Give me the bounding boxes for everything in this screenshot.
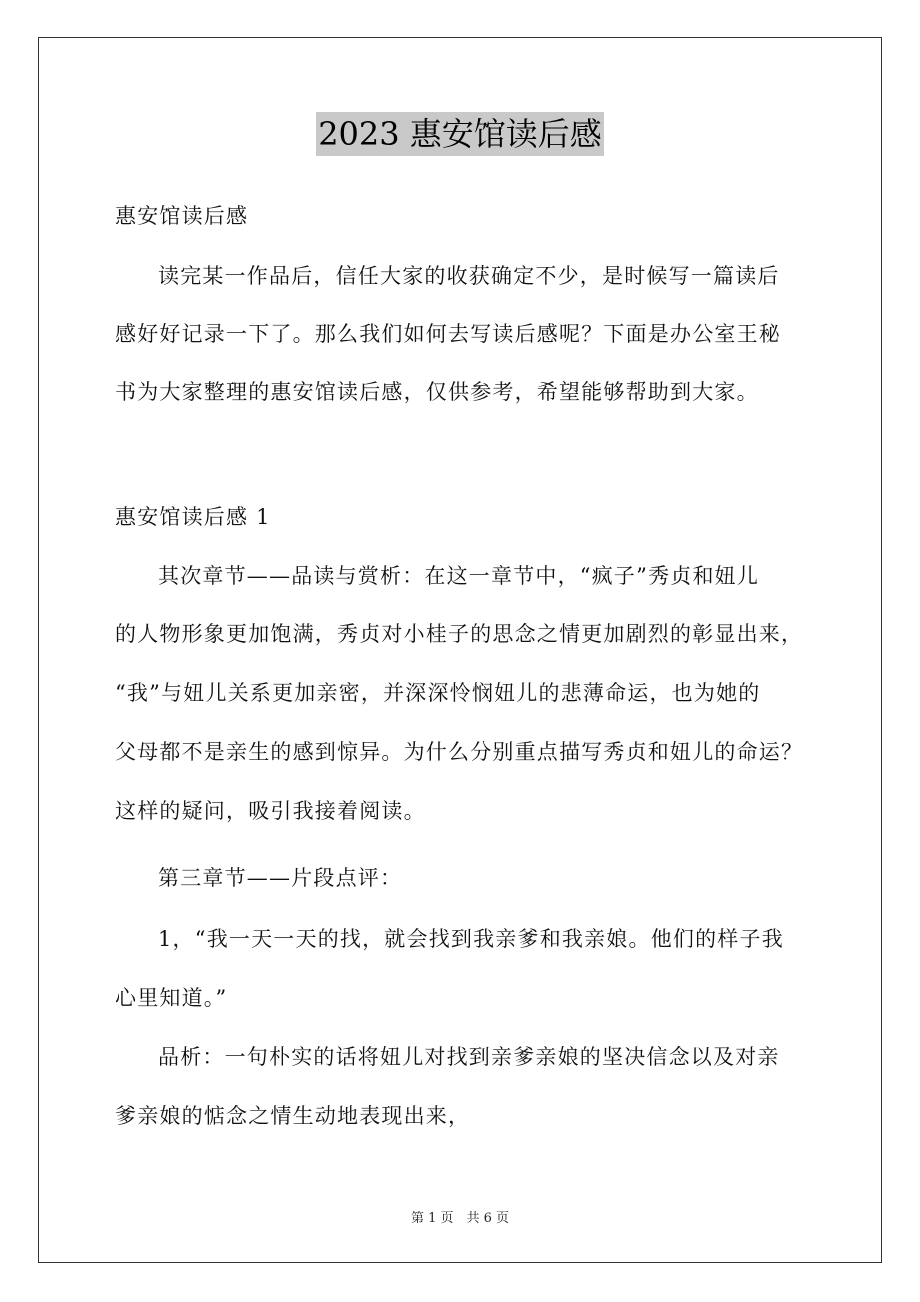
body-line: 爹亲娘的惦念之情生动地表现出来， — [115, 1104, 471, 1128]
body-line: 书为大家整理的惠安馆读后感，仅供参考，希望能够帮助到大家。 — [115, 380, 759, 404]
document-title-block — [0, 112, 920, 156]
body-line: 这样的疑问，吸引我接着阅读。 — [115, 799, 426, 823]
body-line: 感好好记录一下了。那么我们如何去写读后感呢？下面是办公室王秘 — [115, 322, 781, 346]
body-line: “我”与妞儿关系更加亲密，并深深怜悯妞儿的悲薄命运，也为她的 — [115, 681, 761, 705]
body-line: 父母都不是亲生的感到惊异。为什么分别重点描写秀贞和妞儿的命运？ — [115, 740, 804, 764]
body-line: 读完某一作品后，信任大家的收获确定不少，是时候写一篇读后 — [158, 264, 780, 288]
body-line: 惠安馆读后感 — [115, 204, 249, 228]
body-line: 惠安馆读后感 1 — [115, 505, 271, 529]
body-line: 第三章节——片段点评： — [158, 866, 403, 890]
body-line: 其次章节——品读与赏析：在这一章节中，“疯子”秀贞和妞儿 — [158, 564, 760, 588]
body-line: 的人物形象更加饱满，秀贞对小桂子的思念之情更加剧烈的彰显出来， — [115, 622, 804, 646]
body-line: 心里知道。” — [115, 986, 228, 1010]
body-line: 1，“我一天一天的找，就会找到我亲爹和我亲娘。他们的样子我 — [158, 927, 784, 951]
body-line: 品析：一句朴实的话将妞儿对找到亲爹亲娘的坚决信念以及对亲 — [158, 1045, 780, 1069]
page-footer: 第 1 页 共 6 页 — [410, 1211, 510, 1226]
document-title: 2023 惠安馆读后感 — [316, 112, 604, 156]
